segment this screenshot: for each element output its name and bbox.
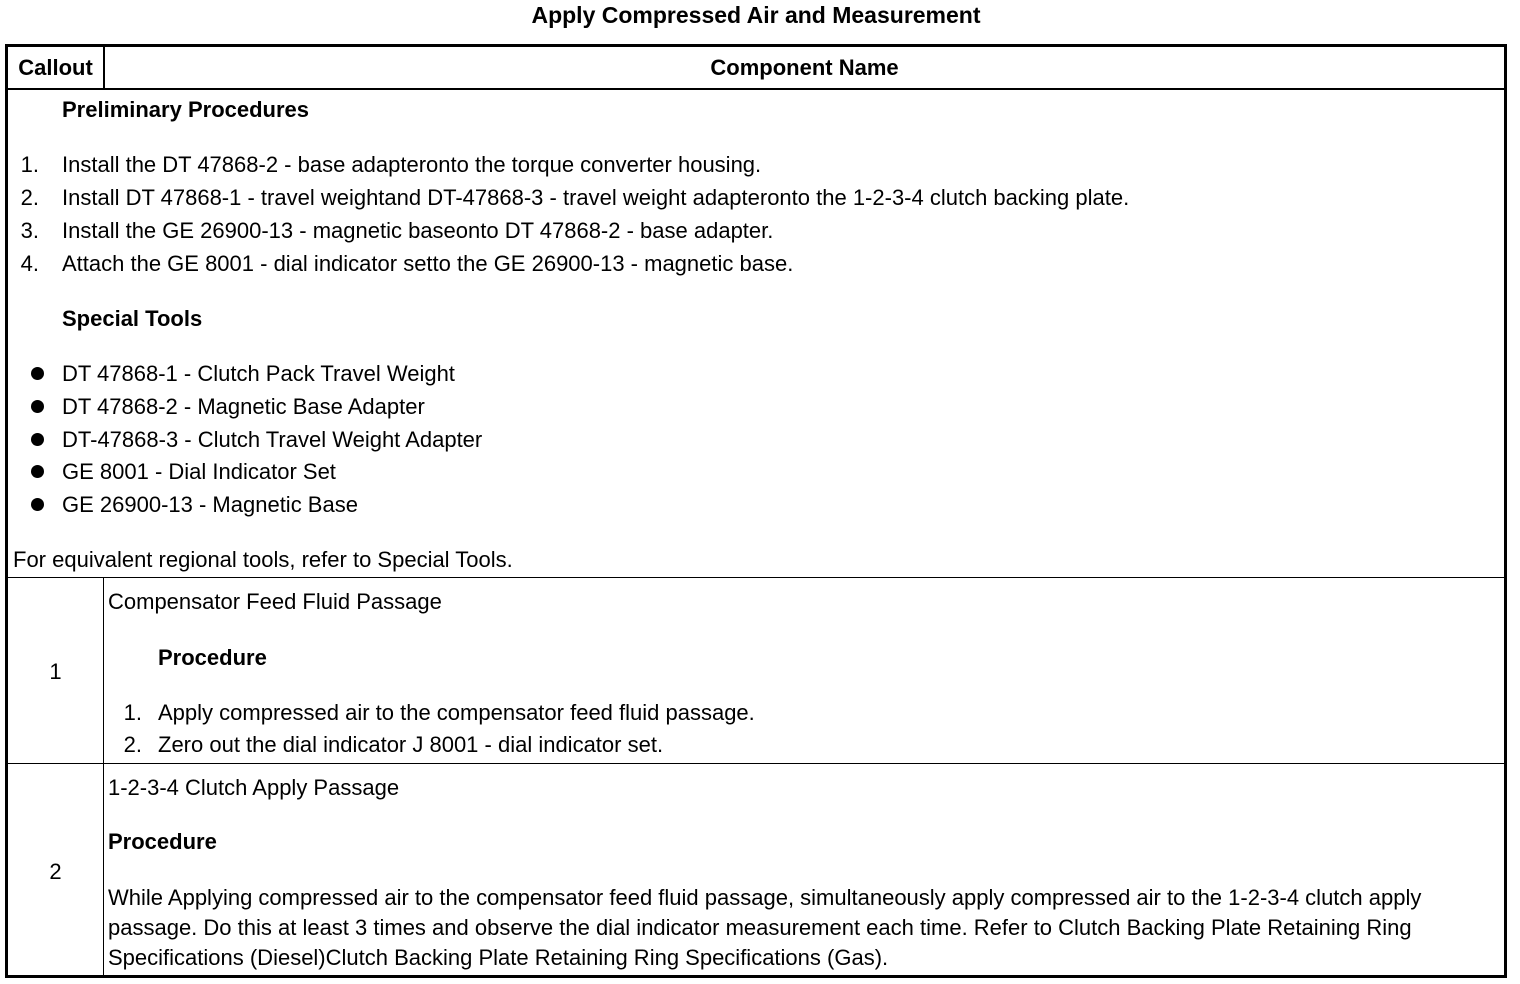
bullet-icon bbox=[31, 498, 44, 511]
bullet-icon bbox=[31, 433, 44, 446]
step-number: 1. bbox=[20, 152, 39, 177]
step-number: 3. bbox=[20, 218, 39, 243]
column-divider bbox=[103, 578, 104, 763]
special-tools-heading: Special Tools bbox=[62, 306, 203, 331]
procedure-step: Apply compressed air to the compensator feed fluid passage. bbox=[158, 700, 755, 725]
preliminary-step: Install the GE 26900-13 - magnetic baseonto DT 47868-2 - base adapter. bbox=[62, 218, 774, 243]
tool-item: GE 8001 - Dial Indicator Set bbox=[62, 459, 336, 484]
preliminary-step: Attach the GE 8001 - dial indicator setto the GE 26900-13 - magnetic base. bbox=[62, 251, 794, 276]
table-header bbox=[8, 47, 1504, 90]
component-name: Compensator Feed Fluid Passage bbox=[108, 589, 442, 614]
header-component-name: Component Name bbox=[710, 55, 899, 80]
tool-item: DT 47868-1 - Clutch Pack Travel Weight bbox=[62, 361, 455, 386]
bullet-icon bbox=[31, 400, 44, 413]
page-title: Apply Compressed Air and Measurement bbox=[531, 2, 981, 28]
tool-item: DT-47868-3 - Clutch Travel Weight Adapter bbox=[62, 427, 483, 452]
component-name: 1-2-3-4 Clutch Apply Passage bbox=[108, 775, 400, 800]
regional-tools-note: For equivalent regional tools, refer to Special Tools. bbox=[13, 547, 513, 572]
step-number: 2. bbox=[123, 732, 142, 757]
procedure-heading: Procedure bbox=[158, 645, 267, 670]
procedure-step: Zero out the dial indicator J 8001 - dial indicator set. bbox=[158, 732, 664, 757]
step-number: 1. bbox=[123, 700, 142, 725]
procedure-table bbox=[5, 44, 1507, 978]
header-callout: Callout bbox=[8, 47, 105, 88]
preliminary-step: Install the DT 47868-2 - base adapteronto the torque converter housing. bbox=[62, 152, 762, 177]
column-divider bbox=[103, 764, 104, 978]
bullet-icon bbox=[31, 367, 44, 380]
tool-item: GE 26900-13 - Magnetic Base bbox=[62, 492, 358, 517]
step-number: 2. bbox=[20, 185, 39, 210]
procedure-text: While Applying compressed air to the compensator feed fluid passage, simultaneously apply compressed air to the 1-2-3-4 clutch apply passage. Do this at least 3 times and observe the dial indicator measurement each time. Refer to Clutch Backing Plate Retaining Ring Specifications (Diesel)Clutch Backing Plate Retaining Ring Specifications (Gas). bbox=[108, 885, 1422, 970]
step-number: 4. bbox=[20, 251, 39, 276]
procedure-heading: Procedure bbox=[108, 829, 217, 854]
preliminary-step: Install DT 47868-1 - travel weightand DT-47868-3 - travel weight adapteronto the 1-2-3-4 clutch backing plate. bbox=[62, 185, 1130, 210]
tool-item: DT 47868-2 - Magnetic Base Adapter bbox=[62, 394, 425, 419]
callout-number: 2 bbox=[49, 859, 62, 884]
preliminary-heading: Preliminary Procedures bbox=[62, 97, 310, 122]
callout-number: 1 bbox=[49, 659, 62, 684]
bullet-icon bbox=[31, 465, 44, 478]
row-divider bbox=[8, 763, 1504, 764]
row-divider bbox=[8, 577, 1504, 578]
